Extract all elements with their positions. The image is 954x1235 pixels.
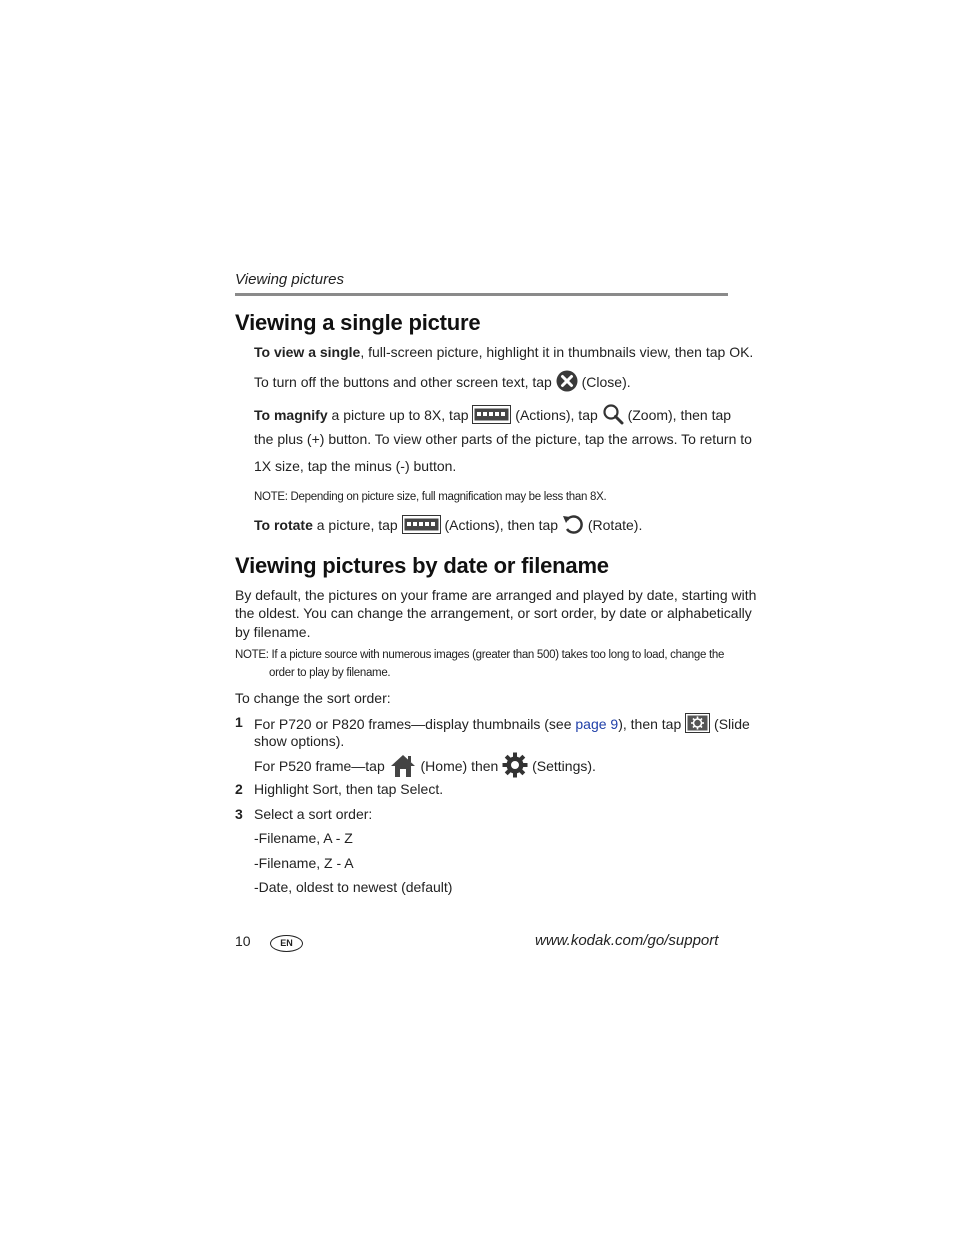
paragraph-magnify-line2: the plus (+) button. To view other parts of the picture, tap the arrows. To return to [254, 431, 752, 447]
text: , full-screen picture, highlight it in thumbnails view, then tap OK. [360, 344, 754, 360]
running-header: Viewing pictures [235, 271, 344, 288]
sort-option: -Filename, A - Z [254, 830, 353, 846]
bold-lead: To rotate [254, 517, 313, 534]
text: For P720 or P820 frames—display thumbnails (see [254, 716, 572, 733]
text: a picture up to 8X, tap [331, 407, 469, 424]
text: (Close). [581, 374, 631, 391]
section-heading-date-filename: Viewing pictures by date or filename [235, 553, 609, 578]
paragraph-change-sort: To change the sort order: [235, 690, 391, 706]
bold-lead: To magnify [254, 407, 328, 424]
zoom-icon [602, 403, 624, 430]
text: (Settings). [532, 758, 596, 775]
paragraph-rotate [254, 513, 642, 540]
paragraph-default-l2: the oldest. You can change the arrangement, or sort order, by date or alphabetically [235, 605, 752, 621]
step1-text-l2: show options). [254, 733, 345, 749]
step-number: 1 [235, 714, 243, 730]
home-icon [389, 753, 417, 783]
text: (Slide [714, 716, 750, 733]
sort-option: -Filename, Z - A [254, 855, 354, 871]
header-rule [235, 293, 728, 296]
step3-text: Select a sort order: [254, 806, 373, 822]
bold-lead: To view a single [254, 344, 361, 360]
section-heading-single-picture: Viewing a single picture [235, 310, 481, 335]
support-url[interactable]: www.kodak.com/go/support [535, 932, 719, 949]
text: (Rotate). [587, 517, 643, 534]
settings-gear-icon [502, 752, 528, 783]
text: (Home) then [420, 758, 499, 775]
rotate-icon [562, 513, 584, 540]
text: ), then tap [618, 716, 682, 733]
text: (Zoom), then tap [627, 407, 732, 424]
text: a picture, tap [316, 517, 398, 534]
step2-text: Highlight Sort, then tap Select. [254, 781, 444, 797]
close-icon [556, 370, 578, 397]
step1-p520 [254, 752, 596, 783]
note-magnification: NOTE: Depending on picture size, full magnification may be less than 8X. [254, 491, 607, 503]
step-number: 2 [235, 781, 243, 797]
actions-icon [402, 515, 441, 539]
paragraph-close [254, 370, 631, 397]
paragraph-default-l3: by filename. [235, 624, 311, 640]
actions-icon [472, 405, 511, 429]
text: To turn off the buttons and other screen text, tap [254, 374, 552, 391]
language-badge: EN [270, 935, 303, 952]
note-large-source-l1: NOTE: If a picture source with numerous images (greater than 500) takes too long to load, change the [235, 649, 725, 661]
sort-option: -Date, oldest to newest (default) [254, 879, 453, 895]
paragraph-magnify-line3: 1X size, tap the minus (-) button. [254, 458, 457, 474]
note-large-source-l2: order to play by filename. [269, 667, 391, 679]
paragraph-magnify [254, 403, 731, 430]
text: For P520 frame—tap [254, 758, 385, 775]
text: (Actions), then tap [444, 517, 559, 534]
slideshow-options-icon [685, 713, 710, 738]
paragraph-default-l1: By default, the pictures on your frame are arranged and played by date, starting with [235, 587, 757, 603]
paragraph-view-single [254, 343, 753, 362]
step-number: 3 [235, 806, 243, 822]
page-number: 10 [235, 933, 251, 949]
page-9-link[interactable]: page 9 [575, 716, 619, 733]
text: (Actions), tap [515, 407, 598, 424]
